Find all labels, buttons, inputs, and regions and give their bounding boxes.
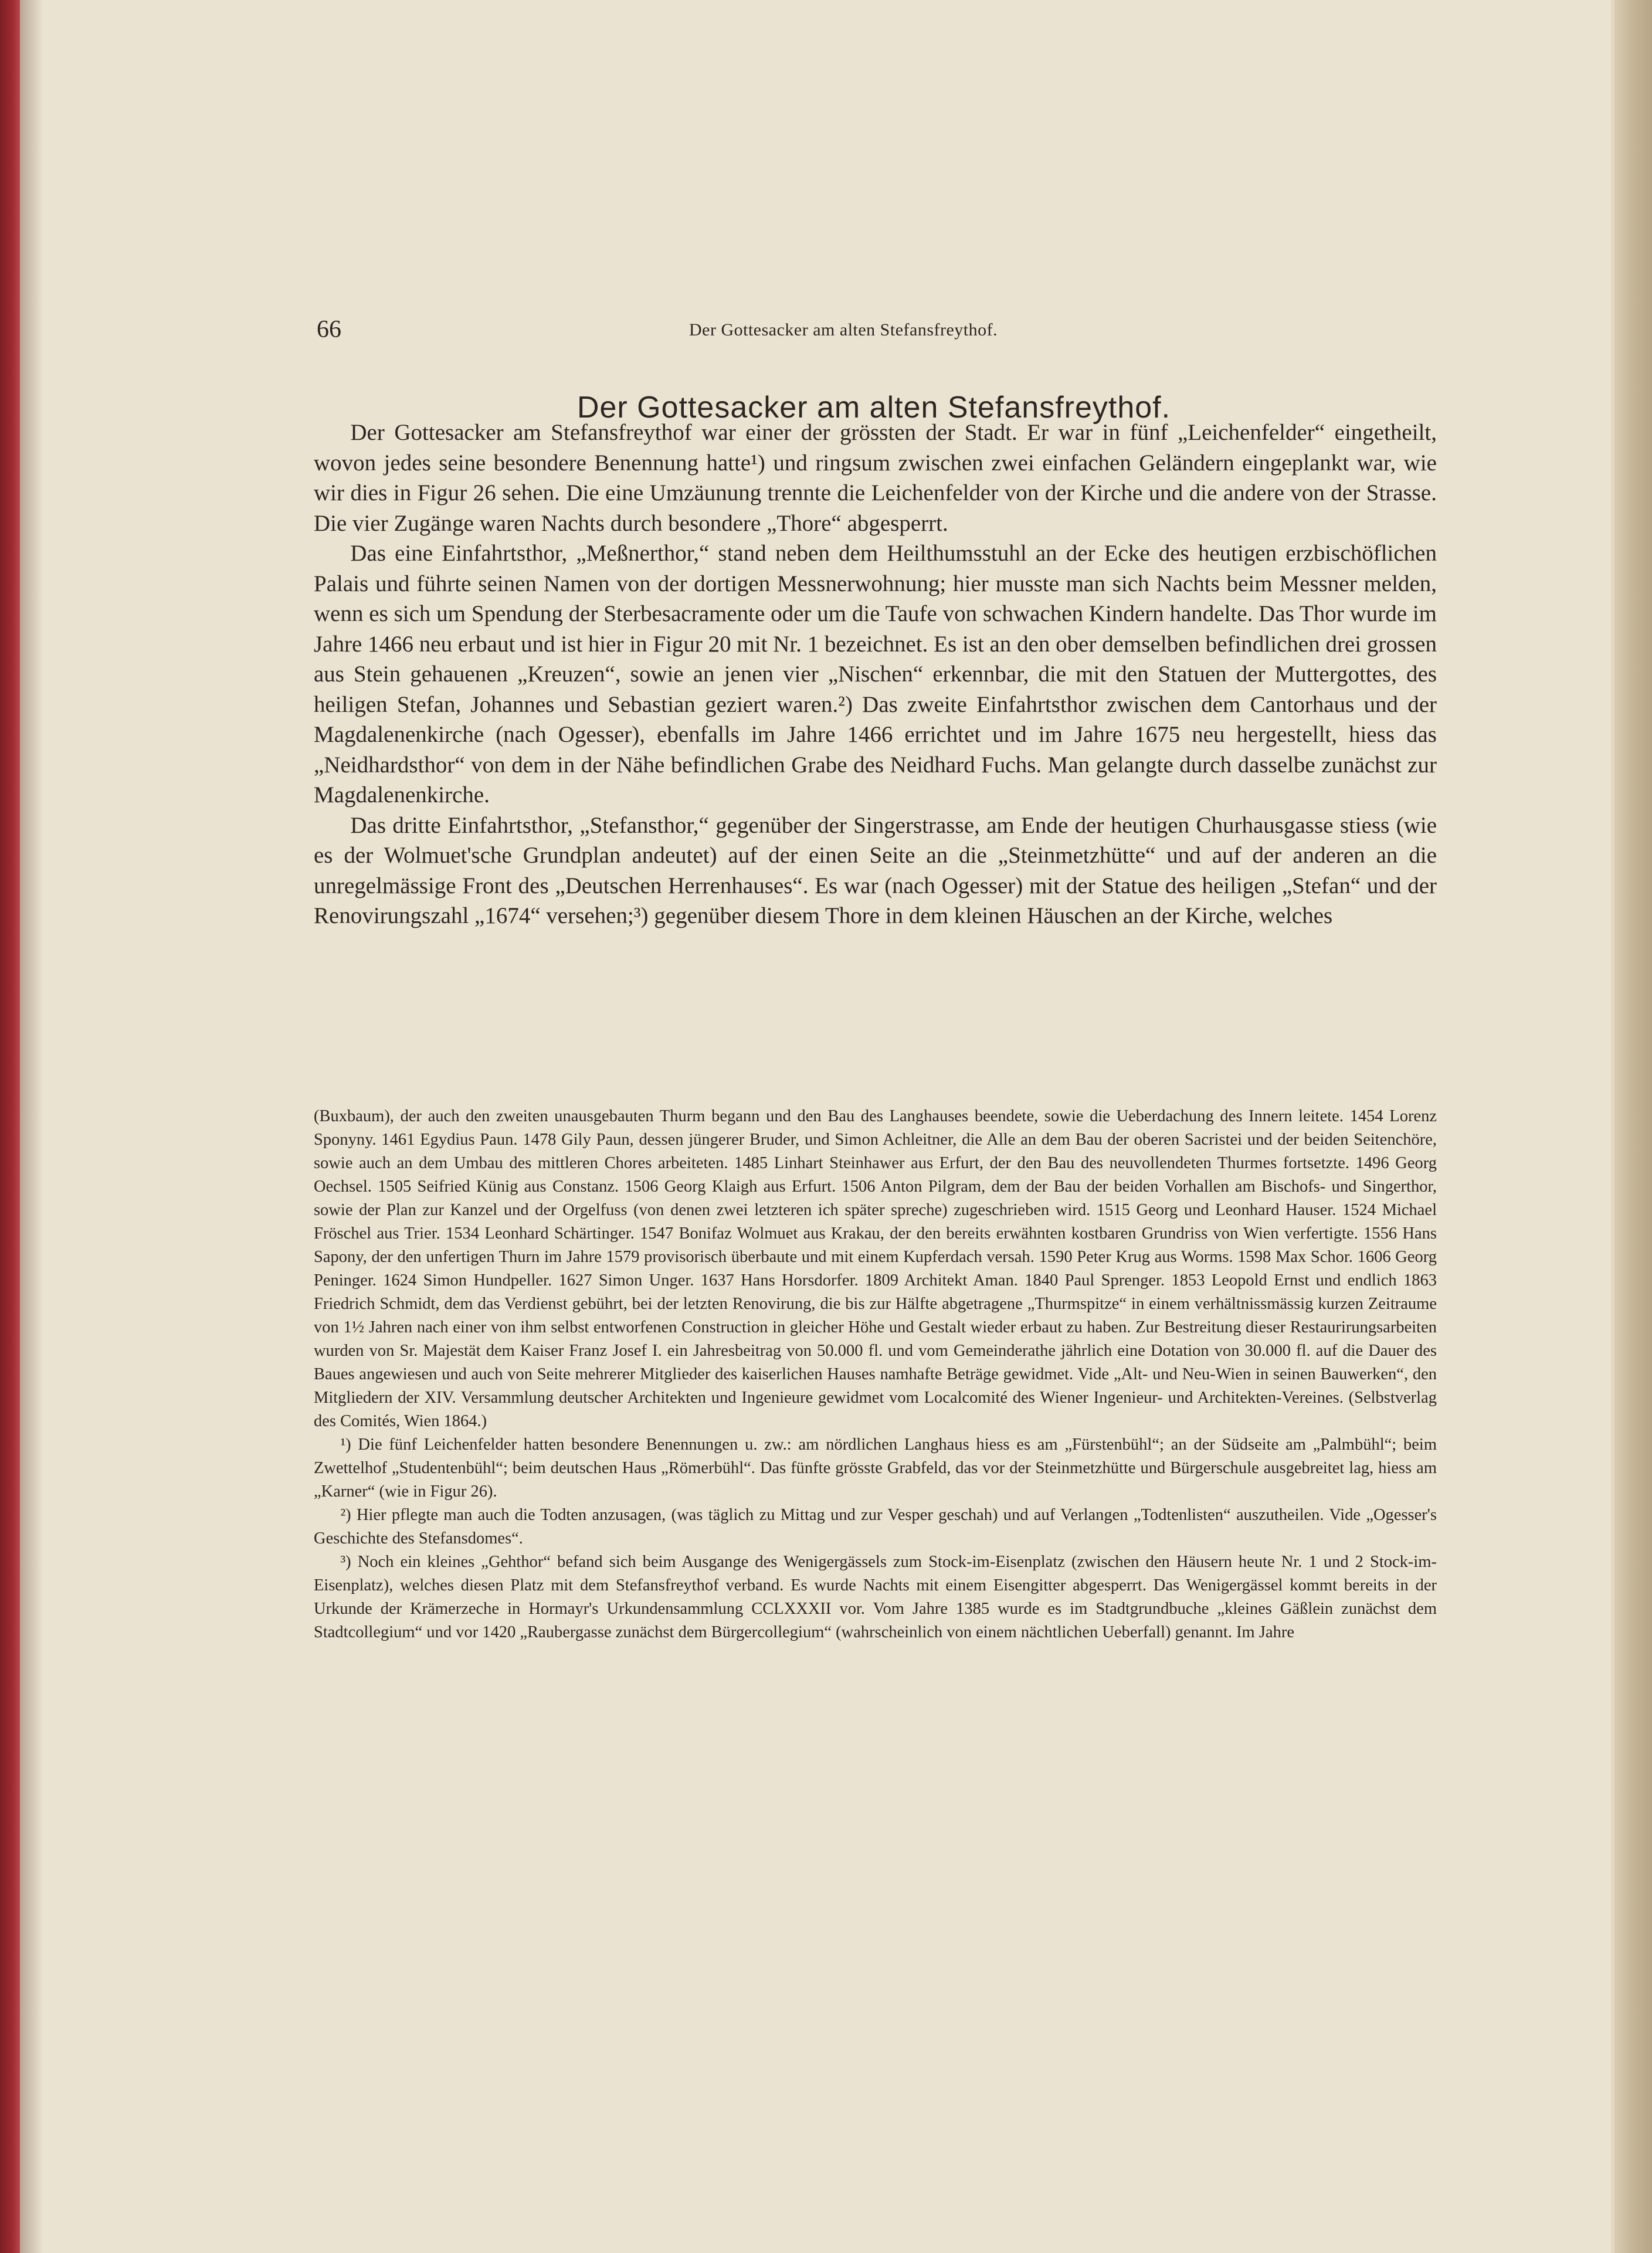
paragraph-3: Das dritte Einfahrtsthor, „Stefansthor,“ gegenüber der Singerstrasse, am Ende der heutigen Churhausgasse stiess (wie es der Wolmuet'sche Grundplan andeutet) auf der einen Seite an die „Steinmetzhütte“ und auf der anderen an die unregelmässige Front des „Deutschen Herrenhauses“. Es war (nach Ogesser) mit der Statue des heiligen „Stefan“ und der Renovirungszahl „1674“ versehen;³) gegenüber diesem Thore in dem kleinen Häuschen an der Kirche, welches: [314, 812, 1437, 928]
binding-spine: [0, 0, 20, 2253]
footnotes: [314, 1105, 1437, 1644]
footnote-2: ²) Hier pflegte man auch die Todten anzusagen, (was täglich zu Mittag und zur Vesper geschah) und auf Verlangen „Todtenlisten“ auszutheilen. Vide „Ogesser's Geschichte des Stefansdomes“.: [314, 1506, 1437, 1548]
footnote-3: ³) Noch ein kleines „Gehthor“ befand sich beim Ausgange des Wenigergässels zum Stock-im-Eisenplatz (zwischen den Häusern heute Nr. 1 und 2 Stock-im-Eisenplatz), welches diesen Platz mit dem Stefansfreythof verband. Es wurde Nachts mit einem Eisengitter abgesperrt. Das Wenigergässel kommt bereits in der Urkunde der Krämerzeche in Hormayr's Urkundensammlung CCLXXXII vor. Vom Jahre 1385 wurde es im Stadtgrundbuche „kleines Gäßlein zunächst dem Stadtcollegium“ und vor 1420 „Raubergasse zunächst dem Bürgercollegium“ (wahrscheinlich von einem nächtlichen Ueberfall) genannt. Im Jahre: [314, 1553, 1437, 1641]
page-edge: [1614, 0, 1652, 2253]
chapter-title: Der Gottesacker am alten Stefansfreythof.: [576, 390, 1171, 425]
paragraph-1: Der Gottesacker am Stefansfreythof war einer der grössten der Stadt. Er war in fünf „Leichenfelder“ eingetheilt, wovon jedes seine besondere Benennung hatte¹) und ringsum zwischen zwei einfachen Geländern eingeplankt war, wie wir dies in Figur 26 sehen. Die eine Umzäunung trennte die Leichenfelder von der Kirche und die andere von der Strasse. Die vier Zugänge waren Nachts durch besondere „Thore“ abgesperrt.: [314, 420, 1437, 536]
page-edge-line: [1611, 0, 1614, 2253]
paragraph-2: Das eine Einfahrtsthor, „Meßnerthor,“ stand neben dem Heilthumsstuhl an der Ecke des heutigen erzbischöflichen Palais und führte seinen Namen von der dortigen Messnerwohnung; hier musste man sich Nachts beim Messner melden, wenn es sich um Spendung der Sterbesacramente oder um die Taufe von schwachen Kindern handelte. Das Thor wurde im Jahre 1466 neu erbaut und ist hier in Figur 20 mit Nr. 1 bezeichnet. Es ist an den ober demselben befindlichen drei grossen aus Stein gehauenen „Kreuzen“, sowie an jenen vier „Nischen“ erkennbar, die mit den Statuen der Muttergottes, des heiligen Stefan, Johannes und Sebastian geziert waren.²) Das zweite Einfahrtsthor zwischen dem Cantorhaus und der Magdalenenkirche (nach Ogesser), ebenfalls im Jahre 1466 errichtet und im Jahre 1675 neu hergestellt, hiess das „Neidhardsthor“ von dem in der Nähe befindlichen Grabe des Neidhard Fuchs. Man gelangte durch dasselbe zunächst zur Magdalenenkirche.: [314, 541, 1437, 807]
page-number: 66: [317, 316, 341, 343]
body-text: [314, 418, 1437, 931]
footnote-continued: (Buxbaum), der auch den zweiten unausgebauten Thurm begann und den Bau des Langhauses beendete, sowie die Ueberdachung des Innern leitete. 1454 Lorenz Sponyny. 1461 Egydius Paun. 1478 Gily Paun, dessen jüngerer Bruder, und Simon Achleitner, die Alle an dem Bau der oberen Sacristei und der beiden Seitenchöre, sowie auch an dem Umbau des mittleren Chores arbeiteten. 1485 Linhart Steinhawer aus Erfurt, der den Bau des neuvollendeten Thurmes fortsetzte. 1496 Georg Oechsel. 1505 Seifried Künig aus Constanz. 1506 Georg Klaigh aus Erfurt. 1506 Anton Pilgram, dem der Bau der beiden Vorhallen am Bischofs- und Singerthor, sowie der Plan zur Kanzel und der Orgelfuss (von denen zwei letzteren ich später spreche) zugeschrieben wird. 1515 Georg und Leonhard Hauser. 1524 Michael Fröschel aus Trier. 1534 Leonhard Schärtinger. 1547 Bonifaz Wolmuet aus Krakau, der den bereits erwähnten kostbaren Grundriss von Wien verfertigte. 1556 Hans Sapony, der den unfertigen Thurn im Jahre 1579 provisorisch überbaute und mit einem Kupferdach versah. 1590 Peter Krug aus Worms. 1598 Max Schor. 1606 Georg Peninger. 1624 Simon Hundpeller. 1627 Simon Unger. 1637 Hans Horsdorfer. 1809 Architekt Aman. 1840 Paul Sprenger. 1853 Leopold Ernst und endlich 1863 Friedrich Schmidt, dem das Verdienst gebührt, bei der letzten Renovirung, die bis zur Hälfte abgetragene „Thurmspitze“ in einem verhältnissmässig kurzen Zeitraume von 1½ Jahren nach einer von ihm selbst entworfenen Construction in gleicher Höhe und Gestalt wieder erbaut zu haben. Zur Bestreitung dieser Restaurirungsarbeiten wurden von Sr. Majestät dem Kaiser Franz Josef I. ein Jahresbeitrag von 50.000 fl. und vom Gemeinderathe jährlich eine Dotation von 30.000 fl. auf die Dauer des Baues angewiesen und auch von Seite mehrerer Mitglieder des kaiserlichen Hauses namhafte Beträge gewidmet. Vide „Alt- und Neu-Wien in seinen Bauwerken“, den Mitgliedern der XIV. Versammlung deutscher Architekten und Ingenieure gewidmet vom Localcomité des Wiener Ingenieur- und Architekten-Vereines. (Selbstverlag des Comités, Wien 1864.): [314, 1107, 1437, 1430]
footnote-1: ¹) Die fünf Leichenfelder hatten besondere Benennungen u. zw.: am nördlichen Langhaus hiess es am „Fürstenbühl“; an der Südseite am „Palmbühl“; beim Zwettelhof „Studentenbühl“; beim deutschen Haus „Römerbühl“. Das fünfte grösste Grabfeld, das vor der Steinmetzhütte und Bürgerschule ausgebreitet lag, hiess am „Karner“ (wie in Figur 26).: [314, 1436, 1437, 1501]
running-head: Der Gottesacker am alten Stefansfreythof.: [689, 320, 998, 340]
gutter-shadow: [20, 0, 43, 2253]
